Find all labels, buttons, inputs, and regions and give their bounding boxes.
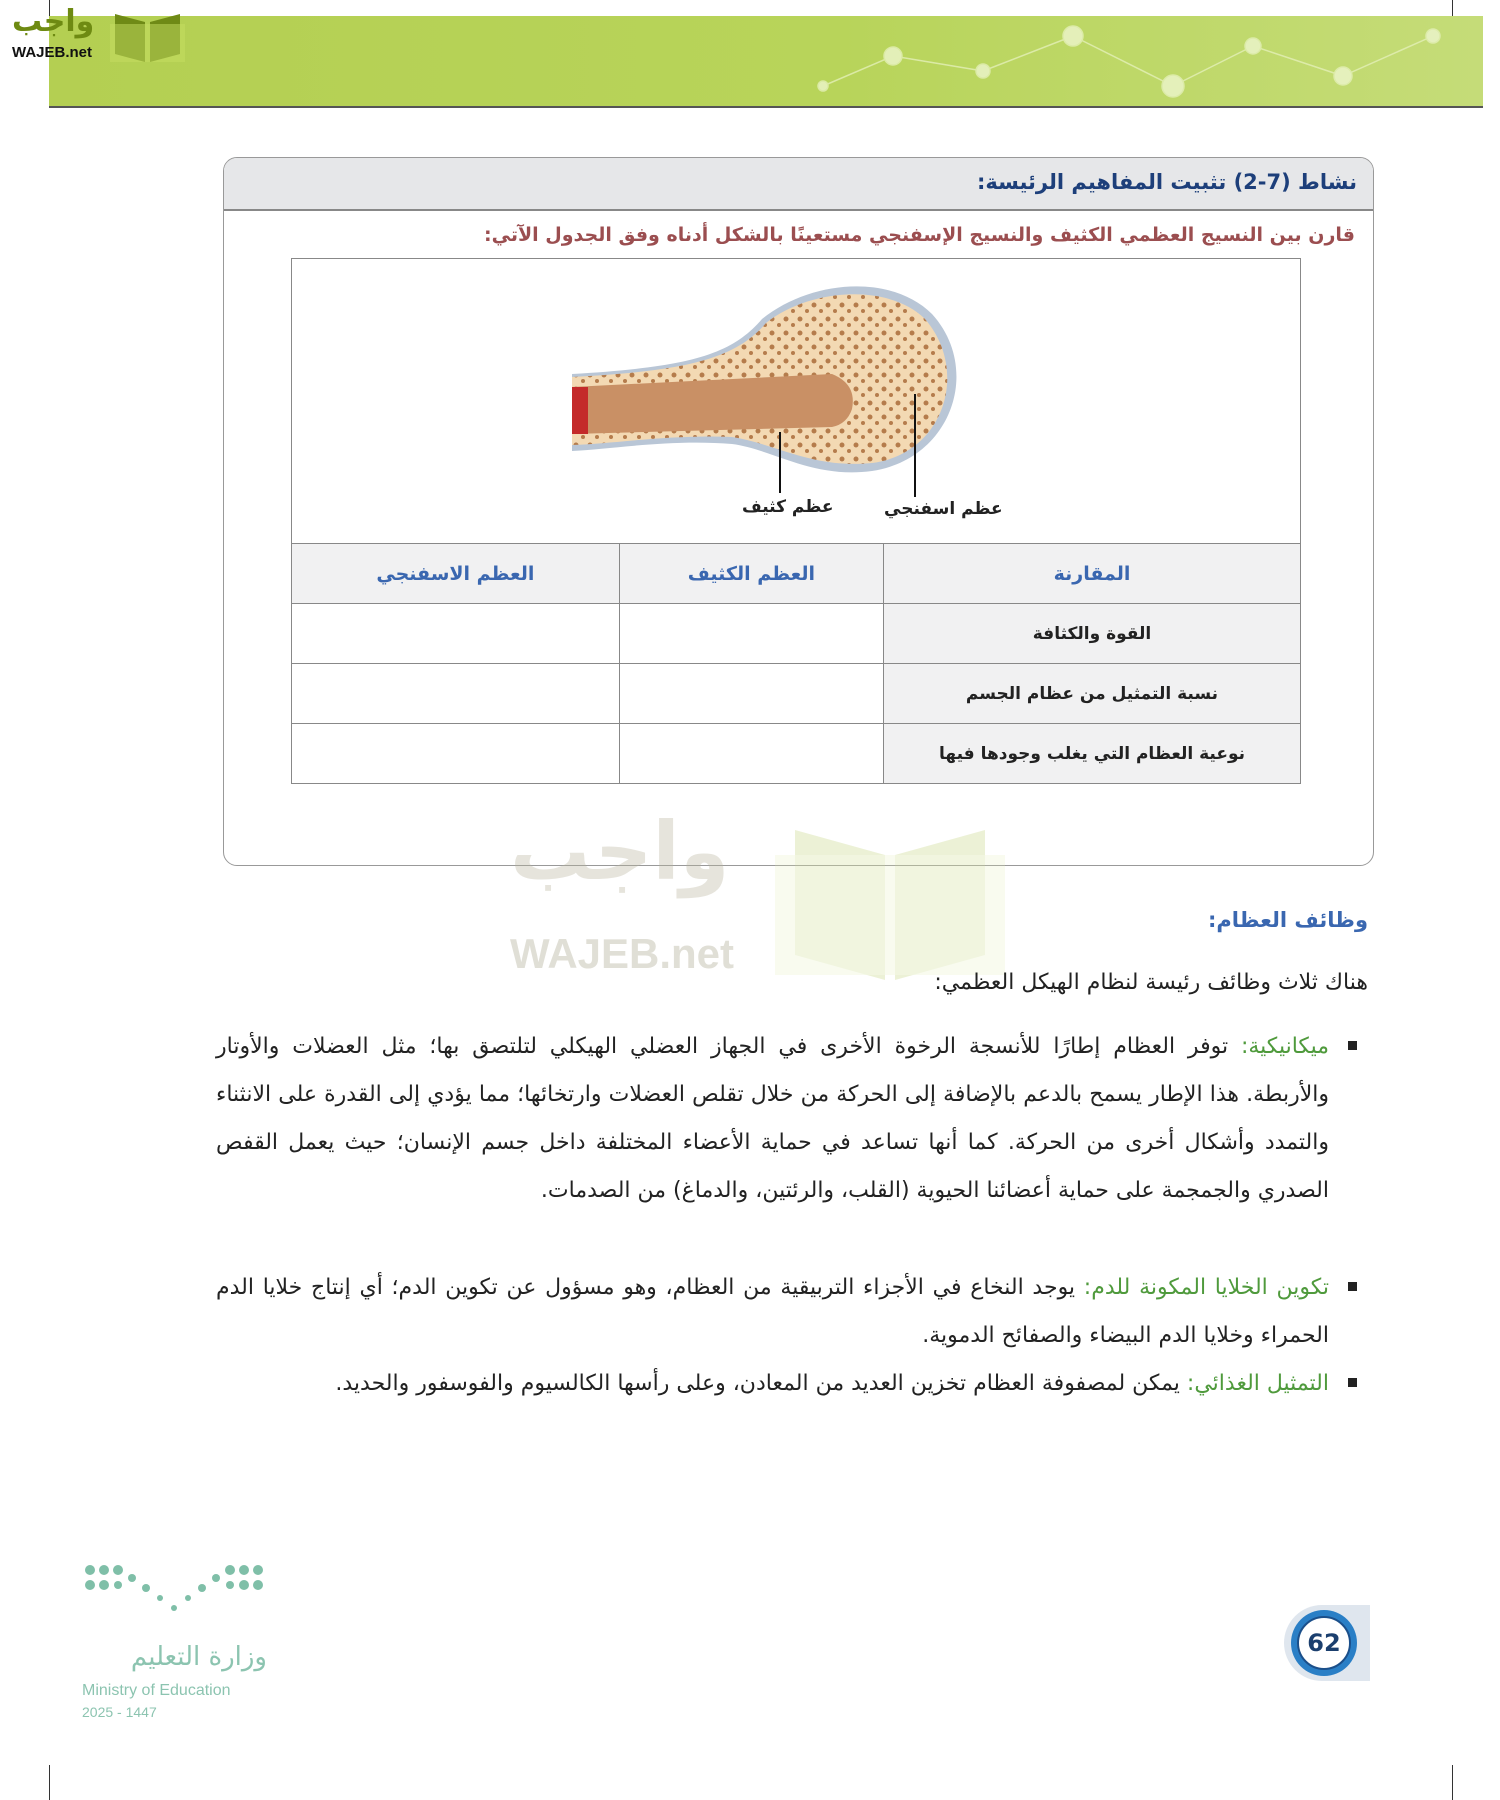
list-item [216,1023,1359,1215]
book-icon [110,4,185,64]
table-row [292,664,1301,724]
watermark-en: WAJEB.net [510,930,735,977]
bullet-text: يوجد النخاع في الأجزاء التربيقية من العظام، وهو مسؤول عن تكوين الدم؛ أي إنتاج خلايا الدم الحمراء وخلايا الدم البيضاء والصفائح الدموية. [216,1275,1329,1348]
bullet-text: يمكن لمصفوفة العظام تخزين العديد من المعادن، وعلى رأسها الكالسيوم والفوسفور والحديد. [335,1371,1180,1396]
ministry-name-ar: وزارة التعليم [130,1642,267,1672]
activity-instruction: قارن بين النسيج العظمي الكثيف والنسيج الإسفنجي مستعينًا بالشكل أدناه وفق الجدول الآتي: [484,224,1355,246]
section-intro: هناك ثلاث وظائف رئيسة لنظام الهيكل العظمي: [934,970,1368,995]
logo-ar: واجب [12,4,95,39]
answer-cell[interactable] [292,604,620,664]
bullet-icon [1348,1041,1357,1050]
logo-en: WAJEB.net [12,44,93,61]
bone-figure [291,258,1301,543]
row-label: القوة والكثافة [884,604,1301,664]
label-spongy-bone: عظم اسفنجي [884,499,1003,519]
activity-title: نشاط (7-2) تثبيت المفاهيم الرئيسة: [224,158,1373,211]
bullet-icon [1348,1378,1357,1387]
crop-mark [1452,1765,1453,1800]
crop-mark [49,1765,50,1800]
bullet-key: ميكانيكية: [1240,1034,1329,1059]
answer-cell[interactable] [292,664,620,724]
watermark [505,805,1005,985]
page-number: 62 [1307,1629,1341,1657]
ministry-logo [80,1560,280,1730]
table-row [292,604,1301,664]
answer-cell[interactable] [619,724,883,784]
list-item [216,1264,1359,1360]
bullet-key: تكوين الخلايا المكونة للدم: [1083,1275,1329,1300]
bullet-icon [1348,1282,1357,1291]
label-compact-bone: عظم كثيف [742,497,834,517]
list-item [216,1360,1359,1408]
row-label: نوعية العظام التي يغلب وجودها فيها [884,724,1301,784]
answer-cell[interactable] [292,724,620,784]
year-label: 2025 - 1447 [82,1704,157,1720]
header-band [49,16,1483,108]
header-comparison: المقارنة [884,544,1301,604]
table-header-row [292,544,1301,604]
comparison-table [291,543,1301,784]
bullet-text: توفر العظام إطارًا للأنسجة الرخوة الأخرى في الجهاز العضلي الهيكلي لتلتصق بها؛ مثل العضلات والأوتار والأربطة. هذا الإطار يسمح بالدعم بالإضافة إلى الحركة من خلال تقلص العضلات وارتخائها؛ مما يؤدي إلى القدرة على الانثناء والتمدد وأشكال أخرى من الحركة. كما أنها تساعد في حماية الأعضاء المختلفة داخل جسم الإنسان؛ حيث يعمل القفص الصدري والجمجمة على حماية أعضائنا الحيوية (القلب، والرئتين، والدماغ) من الصدمات. [216,1034,1329,1203]
page-number-badge [1282,1603,1372,1683]
activity-box [223,157,1374,866]
table-row [292,724,1301,784]
wajeb-logo [10,4,190,66]
header-compact: العظم الكثيف [619,544,883,604]
row-label: نسبة التمثيل من عظام الجسم [884,664,1301,724]
answer-cell[interactable] [619,664,883,724]
watermark-book-icon [775,815,1005,985]
section-heading: وظائف العظام: [1208,908,1368,932]
answer-cell[interactable] [619,604,883,664]
watermark-ar: واجب [510,805,730,898]
header-spongy: العظم الاسفنجي [292,544,620,604]
ministry-name-en: Ministry of Education [82,1682,231,1699]
molecule-decoration [783,16,1483,108]
bullet-key: التمثيل الغذائي: [1186,1371,1329,1396]
ministry-dots-icon [80,1560,270,1625]
